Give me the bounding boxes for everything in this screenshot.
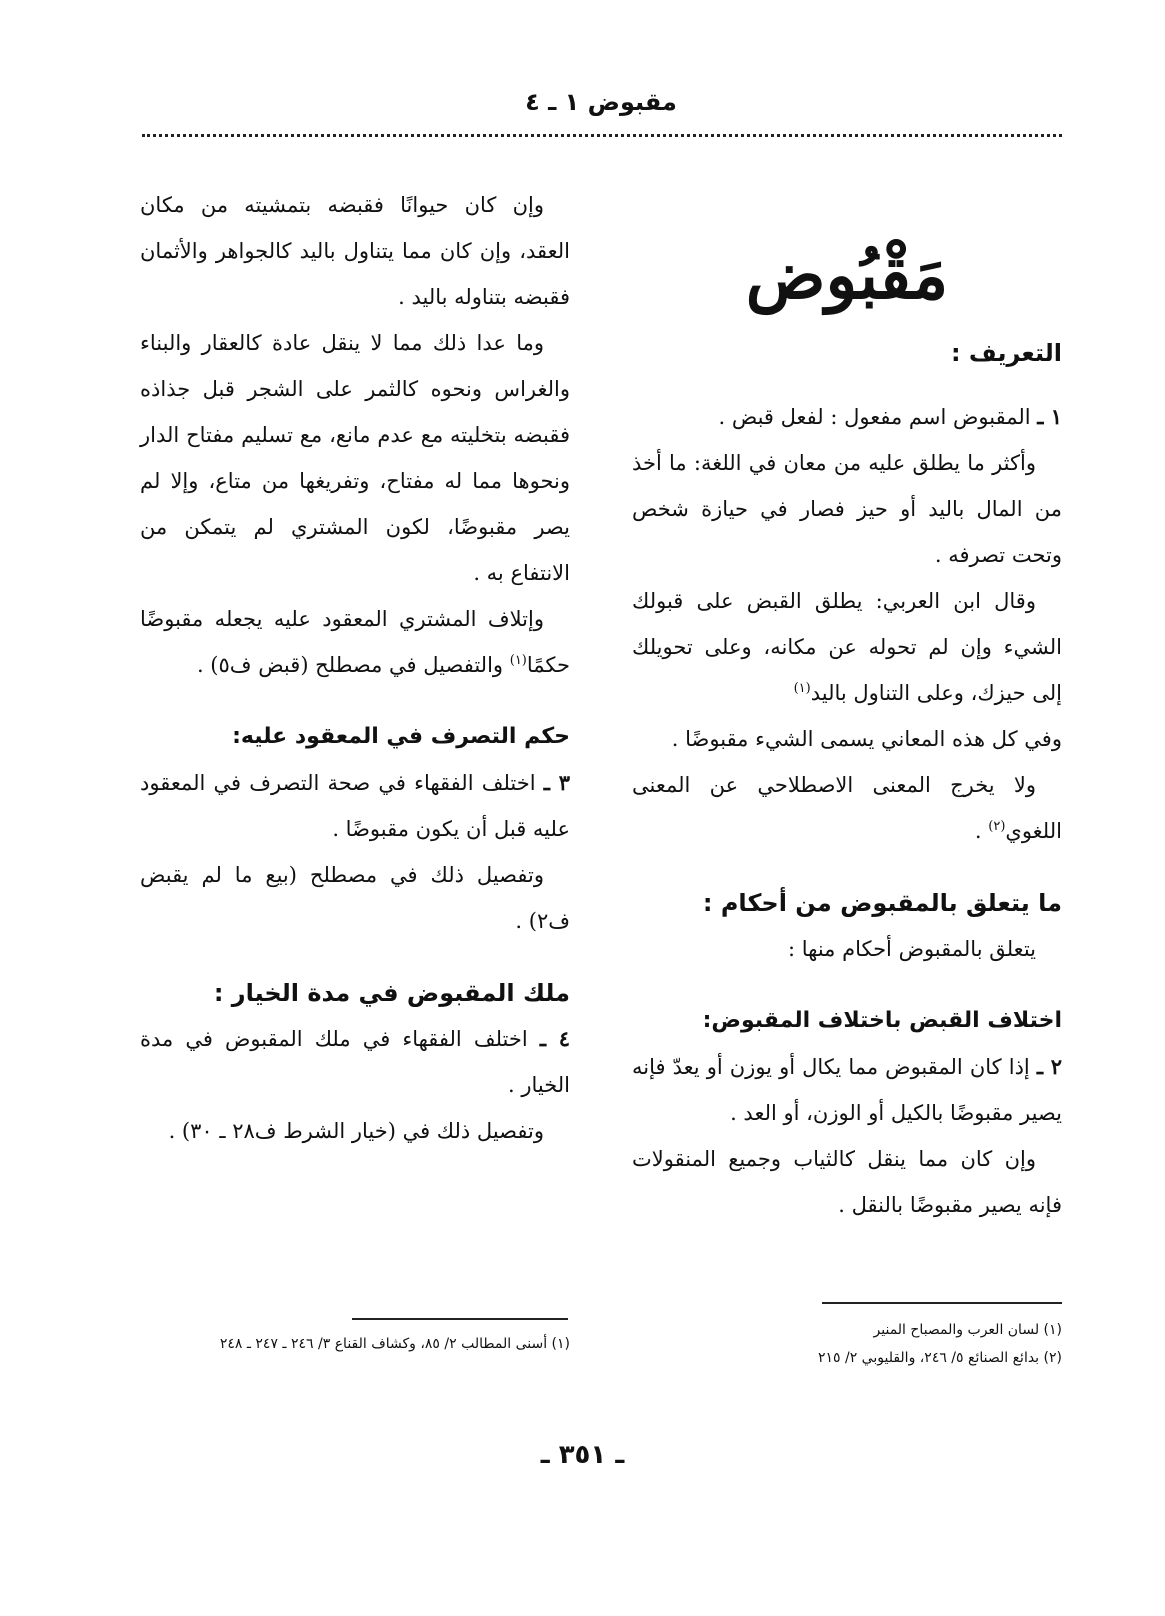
paragraph-text: اختلف الفقهاء في ملك المقبوض في مدة الخيار . (140, 1027, 570, 1097)
disposal-heading: حكم التصرف في المعقود عليه: (232, 724, 570, 749)
footnotes-right (632, 1316, 1062, 1372)
paragraph-text: اختلف الفقهاء في صحة التصرف في المعقود عليه قبل أن يكون مقبوضًا . (140, 771, 570, 841)
paragraph-end: . (974, 819, 989, 843)
footnote-divider-left (352, 1318, 568, 1320)
paragraph-2 (632, 1044, 1062, 1136)
spacer (140, 688, 570, 714)
paragraph-number: ١ ـ (1037, 404, 1062, 429)
footnote-ref: (٢) (988, 819, 1006, 834)
spacer (632, 972, 1062, 998)
paragraph-4 (140, 1016, 570, 1108)
paragraph-2-continued: وإن كان مما ينقل كالثياب وجميع المنقولات فإنه يصير مقبوضًا بالنقل . (632, 1147, 1062, 1217)
running-head: مقبوض ١ ـ ٤ (525, 88, 677, 116)
footnote-ref: (١) (509, 653, 527, 668)
footnote-divider-right (822, 1302, 1062, 1304)
animal-paragraph: وإن كان حيوانًا فقبضه بتمشيته من مكان العقد، وإن كان مما يتناول باليد كالجواهر والأثمان فقبضه بتناوله باليد . (140, 193, 570, 309)
spacer (140, 944, 570, 970)
header-divider (142, 134, 1062, 137)
paragraph-number: ٢ ـ (1036, 1054, 1062, 1079)
paragraph-text: إذا كان المقبوض مما يكال أو يوزن أو يعدّ فإنه يصير مقبوضًا بالكيل أو الوزن، أو العد . (632, 1055, 1062, 1125)
rulings-heading: ما يتعلق بالمقبوض من أحكام : (702, 889, 1062, 917)
paragraph-4-continued: وتفصيل ذلك في (خيار الشرط ف٢٨ ـ ٣٠) . (168, 1119, 544, 1143)
footnotes-left (140, 1330, 570, 1358)
definition-paragraph-2: وأكثر ما يطلق عليه من معان في اللغة: ما أخذ من المال باليد أو حيز فصار في حيازة شخص وتحت تصرفه . (632, 451, 1062, 567)
immovables-paragraph: وما عدا ذلك مما لا ينقل عادة كالعقار والبناء والغراس ونحوه كالثمر على الشجر قبل جذاذه فقبضه بتخليته مع عدم مانع، مع تسليم مفتاح الدار ونحوها مما له مفتاح، وتفريغها من متاع، وإلا لم يصر مقبوضًا، لكون المشتري لم يتمكن من الانتفاع به . (140, 331, 570, 585)
paragraph-3-continued: وتفصيل ذلك في مصطلح (بيع ما لم يقبض ف٢) . (140, 863, 570, 933)
left-column (140, 182, 570, 1154)
definition-paragraph-4: وفي كل هذه المعاني يسمى الشيء مقبوضًا . (671, 727, 1062, 751)
paragraph-text: ولا يخرج المعنى الاصطلاحي عن المعنى اللغوي (632, 773, 1062, 843)
paragraph-text: وقال ابن العربي: يطلق القبض على قبولك الشيء وإن لم تحوله عن مكانه، وعلى تحويلك إلى حيزك، وعلى التناول باليد (632, 589, 1062, 705)
spacer (632, 854, 1062, 880)
definition-paragraph-1 (632, 394, 1062, 440)
definition-paragraph-3 (632, 578, 1062, 716)
difference-heading: اختلاف القبض باختلاف المقبوض: (702, 1008, 1062, 1033)
option-period-heading: ملك المقبوض في مدة الخيار : (213, 979, 570, 1007)
definition-paragraph-5 (632, 762, 1062, 854)
right-column (632, 180, 1062, 1228)
paragraph-text: المقبوض اسم مفعول : لفعل قبض . (718, 405, 1031, 429)
destruction-paragraph (140, 596, 570, 688)
paragraph-text: وإتلاف المشتري المعقود عليه يجعله مقبوضًا حكمًا (140, 607, 570, 677)
spacer (632, 376, 1062, 394)
entry-title: مَقْبُوض (745, 236, 949, 314)
footnote: (٢) بدائع الصنائع ٥/ ٢٤٦، والقليوبي ٢/ ٢١٥ (817, 1350, 1062, 1366)
page-number: ـ ٣٥١ ـ (540, 1440, 625, 1470)
footnote: (١) أسنى المطالب ٢/ ٨٥، وكشاف القناع ٣/ ٢٤٦ ـ ٢٤٧ ـ ٢٤٨ (219, 1336, 570, 1352)
paragraph-text: والتفصيل في مصطلح (قبض ف٥) . (196, 653, 510, 677)
paragraph-number: ٣ ـ (543, 770, 570, 795)
definition-heading: التعريف : (950, 339, 1062, 367)
footnote: (١) لسان العرب والمصباح المنير (873, 1322, 1062, 1338)
rulings-intro: يتعلق بالمقبوض أحكام منها : (787, 937, 1036, 961)
footnote-ref: (١) (793, 681, 811, 696)
paragraph-number: ٤ ـ (539, 1026, 570, 1051)
paragraph-3 (140, 760, 570, 852)
